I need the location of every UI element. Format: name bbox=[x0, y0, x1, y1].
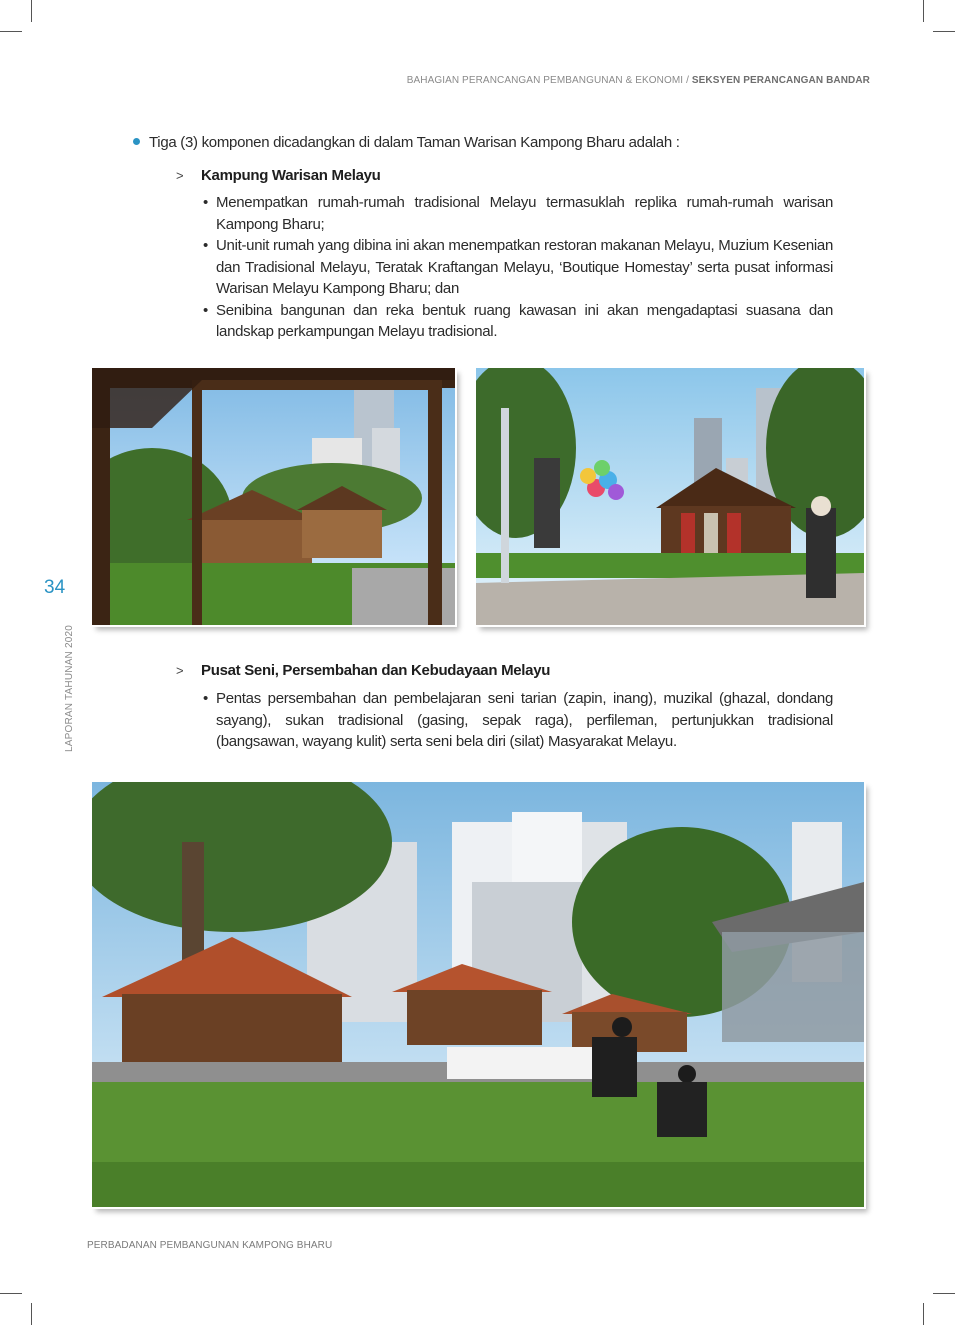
crop-mark bbox=[31, 0, 32, 22]
photo-plaza-view bbox=[476, 368, 864, 625]
header-section: SEKSYEN PERANCANGAN BANDAR bbox=[691, 75, 870, 86]
footer: PERBADANAN PEMBANGUNAN KAMPONG BHARU bbox=[87, 1240, 333, 1251]
bullet-dot-icon bbox=[133, 138, 140, 145]
component-1-heading bbox=[176, 167, 381, 184]
list-item: • Unit-unit rumah yang dibina ini akan menempatkan restoran makanan Melayu, Muzium Kesenian dan Tradisional Melayu, Teratak Kraftangan Melayu, ‘Boutique Homestay’ serta pusat informasi Warisan Melayu Kampong Bharu; dan bbox=[201, 235, 833, 300]
crop-mark bbox=[933, 1293, 955, 1294]
pavilion-illustration bbox=[92, 368, 455, 625]
crop-mark bbox=[923, 1303, 924, 1325]
list-item: • Senibina bangunan dan reka bentuk ruang kawasan ini akan mengadaptasi suasana dan landskap perkampungan Melayu tradisional. bbox=[201, 300, 833, 343]
side-caption: LAPORAN TAHUNAN 2020 bbox=[64, 624, 75, 752]
photo-pavilion-view bbox=[92, 368, 455, 625]
photo-cultural-village bbox=[92, 782, 864, 1207]
crop-mark bbox=[933, 31, 955, 32]
crop-mark bbox=[0, 1293, 22, 1294]
page-number: 34 bbox=[44, 577, 66, 598]
chevron-right-icon: > bbox=[176, 663, 184, 678]
header-department: BAHAGIAN PERANCANGAN PEMBANGUNAN & EKONOMI bbox=[406, 75, 684, 86]
crop-mark bbox=[0, 31, 22, 32]
crop-mark bbox=[923, 0, 924, 22]
cultural-village-illustration bbox=[92, 782, 864, 1207]
list-item: • Pentas persembahan dan pembelajaran seni tarian (zapin, inang), muzikal (ghazal, dondang sayang), sukan tradisional (gasing, sepak raga), perfileman, pertunjukkan tradisional (bangsawan, wayang kulit) serta seni bela diri (silat) Masyarakat Melayu. bbox=[201, 688, 833, 753]
component-1-title: Kampung Warisan Melayu bbox=[201, 167, 381, 184]
component-1-list bbox=[201, 192, 833, 343]
crop-mark bbox=[31, 1303, 32, 1325]
intro-text: Tiga (3) komponen dicadangkan di dalam Taman Warisan Kampong Bharu adalah : bbox=[149, 134, 680, 151]
header-separator: / bbox=[683, 75, 692, 86]
list-item: • Menempatkan rumah-rumah tradisional Melayu termasuklah replika rumah-rumah warisan Kampong Bharu; bbox=[201, 192, 833, 235]
component-2-title: Pusat Seni, Persembahan dan Kebudayaan Melayu bbox=[201, 662, 551, 679]
running-header bbox=[407, 75, 870, 86]
chevron-right-icon: > bbox=[176, 168, 184, 183]
component-2-list bbox=[201, 688, 833, 753]
plaza-illustration bbox=[476, 368, 864, 625]
intro-bullet bbox=[133, 134, 680, 151]
component-2-heading bbox=[176, 662, 550, 679]
